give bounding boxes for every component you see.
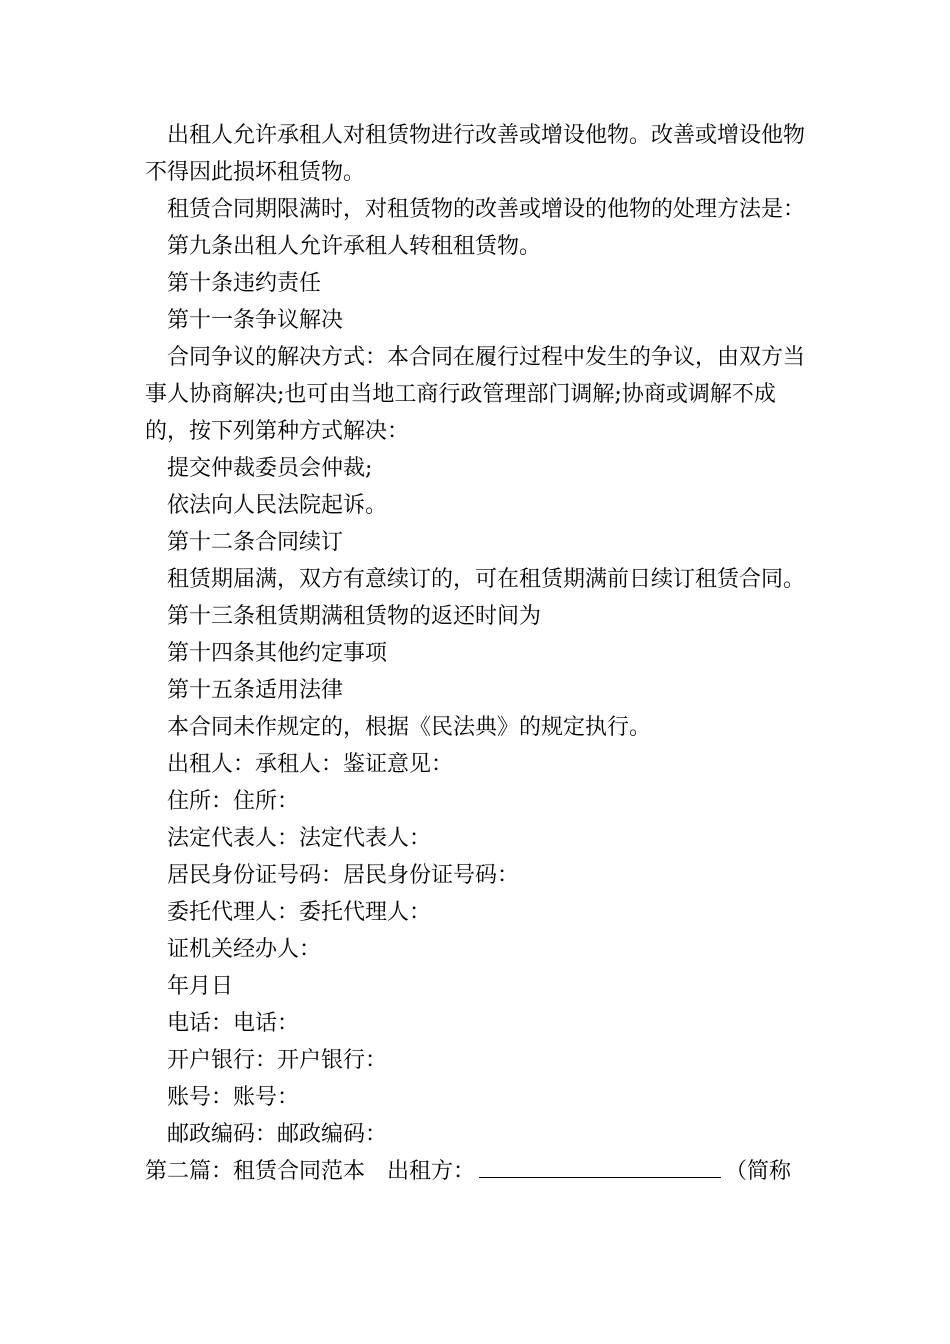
signature-notary-handler-line: 证机关经办人： xyxy=(167,937,322,962)
abbreviation-suffix: （简称 xyxy=(725,1159,792,1184)
article-12-heading: 第十二条合同续订 xyxy=(167,530,344,555)
signature-account-line: 账号：账号： xyxy=(167,1085,300,1110)
article-14-heading: 第十四条其他约定事项 xyxy=(167,641,388,666)
article-15-heading: 第十五条适用法律 xyxy=(167,678,344,703)
signature-date-line: 年月日 xyxy=(167,974,234,999)
second-section-title: 第二篇：租赁合同范本 xyxy=(145,1159,366,1184)
paragraph-improvement-permission: 出租人允许承租人对租赁物进行改善或增设他物。改善或增设他物不得因此损坏租赁物。 xyxy=(145,123,806,185)
signature-bank-line: 开户银行：开户银行： xyxy=(167,1048,388,1073)
dispute-option-court: 依法向人民法院起诉。 xyxy=(167,493,388,518)
signature-phone-line: 电话：电话： xyxy=(167,1011,300,1036)
lessor-name-blank[interactable] xyxy=(479,1157,721,1178)
signature-agent-line: 委托代理人：委托代理人： xyxy=(167,900,432,925)
paragraph-dispute-resolution: 合同争议的解决方式：本合同在履行过程中发生的争议，由双方当事人协商解决;也可由当地工商行政管理部门调解;协商或调解不成的，按下列第种方式解决： xyxy=(145,345,806,444)
signature-address-line: 住所：住所： xyxy=(167,789,300,814)
signature-postcode-line: 邮政编码：邮政编码： xyxy=(167,1122,388,1147)
second-section-header xyxy=(145,1153,807,1190)
paragraph-applicable-law: 本合同未作规定的，根据《民法典》的规定执行。 xyxy=(167,715,652,740)
signature-id-number-line: 居民身份证号码：居民身份证号码： xyxy=(167,863,520,888)
article-11-heading: 第十一条争议解决 xyxy=(167,308,344,333)
paragraph-renewal: 租赁期届满，双方有意续订的，可在租赁期满前日续订租赁合同。 xyxy=(167,567,806,592)
document-body xyxy=(145,117,807,1190)
paragraph-improvement-handling: 租赁合同期限满时，对租赁物的改善或增设的他物的处理方法是： xyxy=(167,197,806,222)
dispute-option-arbitration: 提交仲裁委员会仲裁; xyxy=(167,456,373,481)
signature-legal-rep-line: 法定代表人：法定代表人： xyxy=(167,826,432,851)
article-13: 第十三条租赁期满租赁物的返还时间为 xyxy=(167,604,542,629)
lessor-label: 出租方： xyxy=(387,1159,476,1184)
article-10-heading: 第十条违约责任 xyxy=(167,271,322,296)
article-9: 第九条出租人允许承租人转租租赁物。 xyxy=(167,234,542,259)
signature-parties-line: 出租人：承租人：鉴证意见： xyxy=(167,752,454,777)
